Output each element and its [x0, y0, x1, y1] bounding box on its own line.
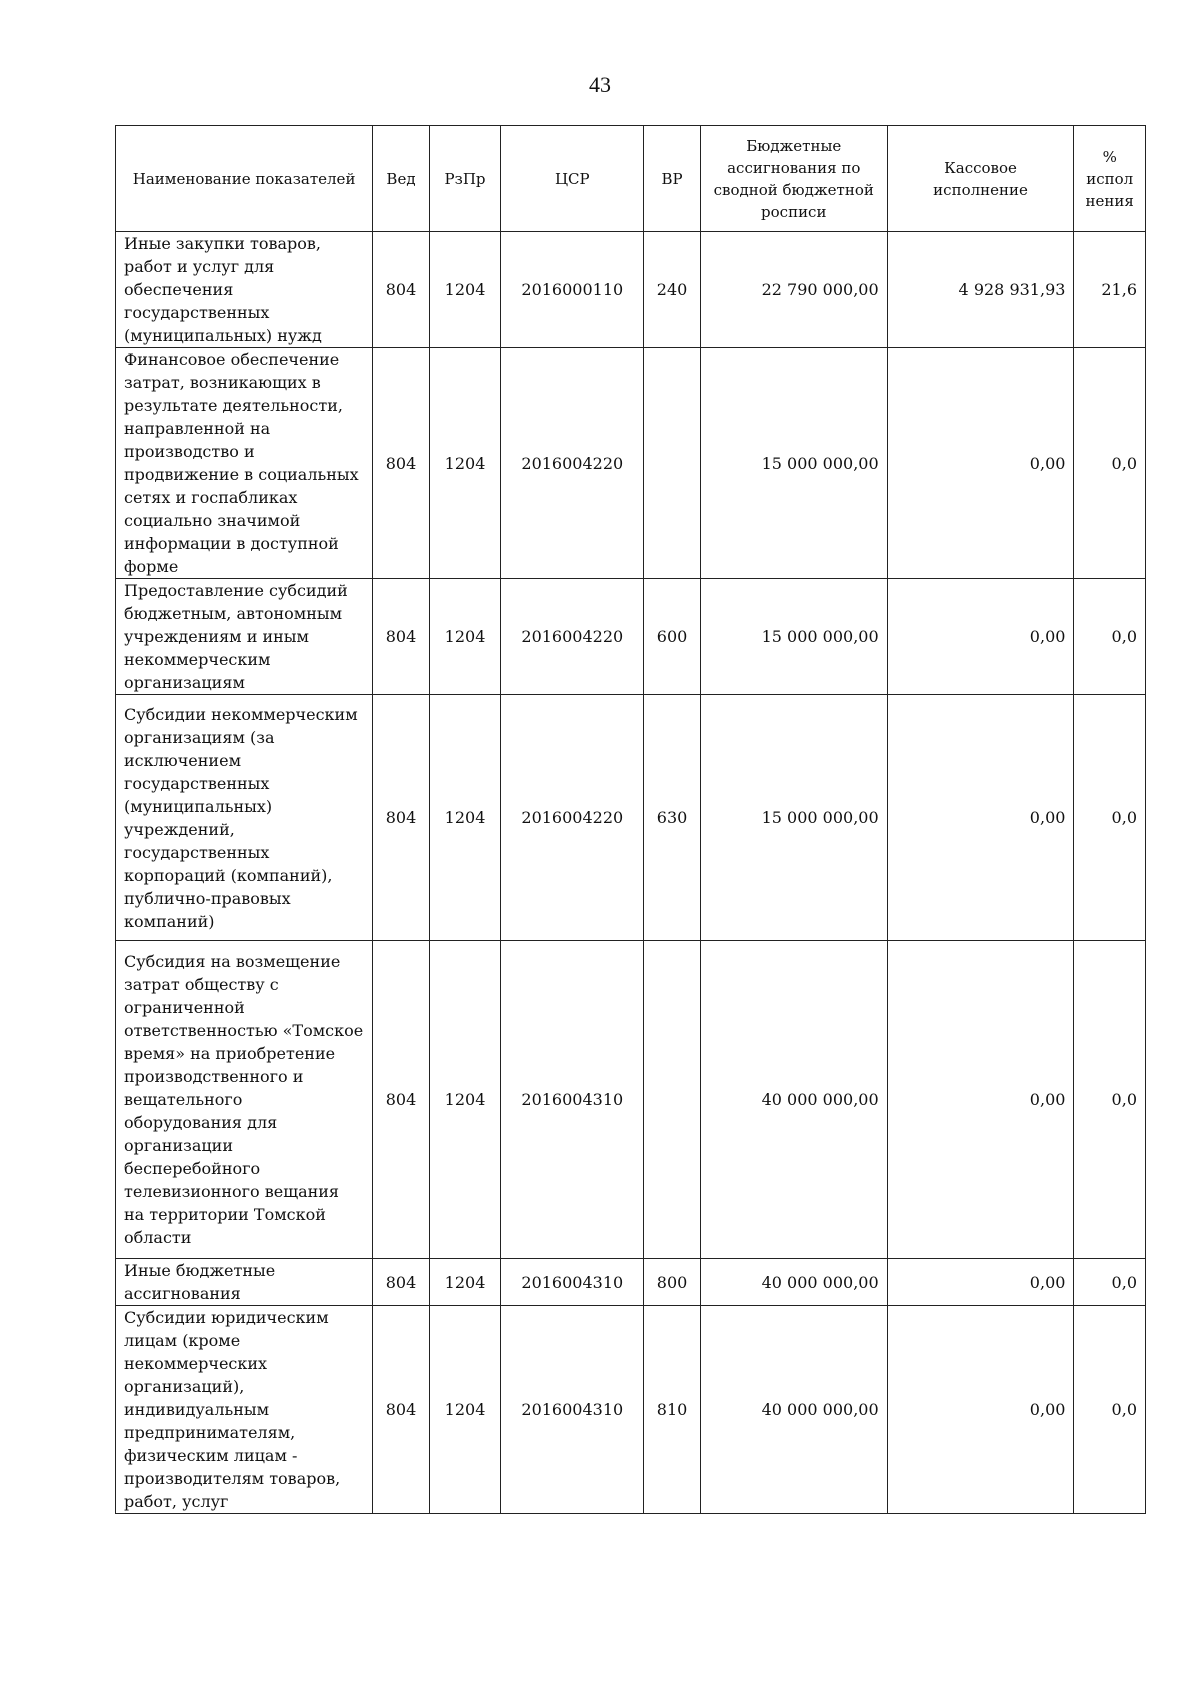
row-name: Субсидия на возмещение затрат обществу с ограниченной ответственностью «Томское время» на приобретение производственного и вещательного оборудования для организации бесперебойного телевизионного вещания на территории Томской области	[116, 941, 373, 1259]
page-number: 43	[589, 72, 611, 97]
row-name: Иные закупки товаров, работ и услуг для обеспечения государственных (муниципальных) нужд	[116, 232, 373, 348]
row-cash: 0,00	[887, 1306, 1074, 1514]
table-row	[116, 1306, 1146, 1514]
row-percent: 0,0	[1074, 579, 1146, 695]
header-vr: ВР	[644, 126, 701, 232]
row-percent: 0,0	[1074, 941, 1146, 1259]
row-cash: 0,00	[887, 695, 1074, 941]
row-vr: 240	[644, 232, 701, 348]
row-cash: 0,00	[887, 348, 1074, 579]
row-ved: 804	[373, 1259, 430, 1306]
row-csr: 2016004310	[501, 1306, 644, 1514]
row-ved: 804	[373, 941, 430, 1259]
row-vr: 800	[644, 1259, 701, 1306]
table-row	[116, 1259, 1146, 1306]
header-percent: % испол нения	[1074, 126, 1146, 232]
row-rzpr: 1204	[429, 1259, 501, 1306]
row-budget: 15 000 000,00	[700, 695, 887, 941]
header-ved: Вед	[373, 126, 430, 232]
header-budget: Бюджетные ассигнования по сводной бюджетной росписи	[700, 126, 887, 232]
row-ved: 804	[373, 1306, 430, 1514]
row-cash: 0,00	[887, 579, 1074, 695]
table-row	[116, 348, 1146, 579]
row-vr	[644, 941, 701, 1259]
header-rzpr: РзПр	[429, 126, 501, 232]
row-vr: 810	[644, 1306, 701, 1514]
header-cash: Кассовое исполнение	[887, 126, 1074, 232]
row-rzpr: 1204	[429, 579, 501, 695]
row-percent: 0,0	[1074, 1259, 1146, 1306]
row-rzpr: 1204	[429, 941, 501, 1259]
row-budget: 15 000 000,00	[700, 348, 887, 579]
header-csr: ЦСР	[501, 126, 644, 232]
row-rzpr: 1204	[429, 695, 501, 941]
row-cash: 4 928 931,93	[887, 232, 1074, 348]
row-vr	[644, 348, 701, 579]
header-name: Наименование показателей	[116, 126, 373, 232]
budget-execution-table	[115, 125, 1146, 1514]
row-ved: 804	[373, 695, 430, 941]
row-percent: 0,0	[1074, 348, 1146, 579]
table-row	[116, 232, 1146, 348]
row-percent: 0,0	[1074, 1306, 1146, 1514]
row-percent: 0,0	[1074, 695, 1146, 941]
row-cash: 0,00	[887, 941, 1074, 1259]
row-name: Иные бюджетные ассигнования	[116, 1259, 373, 1306]
row-name: Субсидии некоммерческим организациям (за исключением государственных (муниципальных) учреждений, государственных корпораций (компаний), публично-правовых компаний)	[116, 695, 373, 941]
row-budget: 40 000 000,00	[700, 1259, 887, 1306]
row-budget: 22 790 000,00	[700, 232, 887, 348]
row-budget: 40 000 000,00	[700, 941, 887, 1259]
row-csr: 2016004310	[501, 941, 644, 1259]
row-vr: 600	[644, 579, 701, 695]
row-rzpr: 1204	[429, 348, 501, 579]
row-csr: 2016004220	[501, 579, 644, 695]
row-budget: 40 000 000,00	[700, 1306, 887, 1514]
row-budget: 15 000 000,00	[700, 579, 887, 695]
row-name: Финансовое обеспечение затрат, возникающих в результате деятельности, направленной на производство и продвижение в социальных сетях и госпабликах социально значимой информации в доступной форме	[116, 348, 373, 579]
row-csr: 2016004220	[501, 348, 644, 579]
row-csr: 2016004310	[501, 1259, 644, 1306]
row-name: Субсидии юридическим лицам (кроме некоммерческих организаций), индивидуальным предпринимателям, физическим лицам - производителям товаров, работ, услуг	[116, 1306, 373, 1514]
row-vr: 630	[644, 695, 701, 941]
table-row	[116, 579, 1146, 695]
row-ved: 804	[373, 232, 430, 348]
table-row	[116, 695, 1146, 941]
row-name: Предоставление субсидий бюджетным, автономным учреждениям и иным некоммерческим организациям	[116, 579, 373, 695]
row-ved: 804	[373, 348, 430, 579]
row-ved: 804	[373, 579, 430, 695]
row-percent: 21,6	[1074, 232, 1146, 348]
row-csr: 2016004220	[501, 695, 644, 941]
row-rzpr: 1204	[429, 1306, 501, 1514]
row-cash: 0,00	[887, 1259, 1074, 1306]
table-row	[116, 941, 1146, 1259]
row-csr: 2016000110	[501, 232, 644, 348]
table-header-row	[116, 126, 1146, 232]
row-rzpr: 1204	[429, 232, 501, 348]
